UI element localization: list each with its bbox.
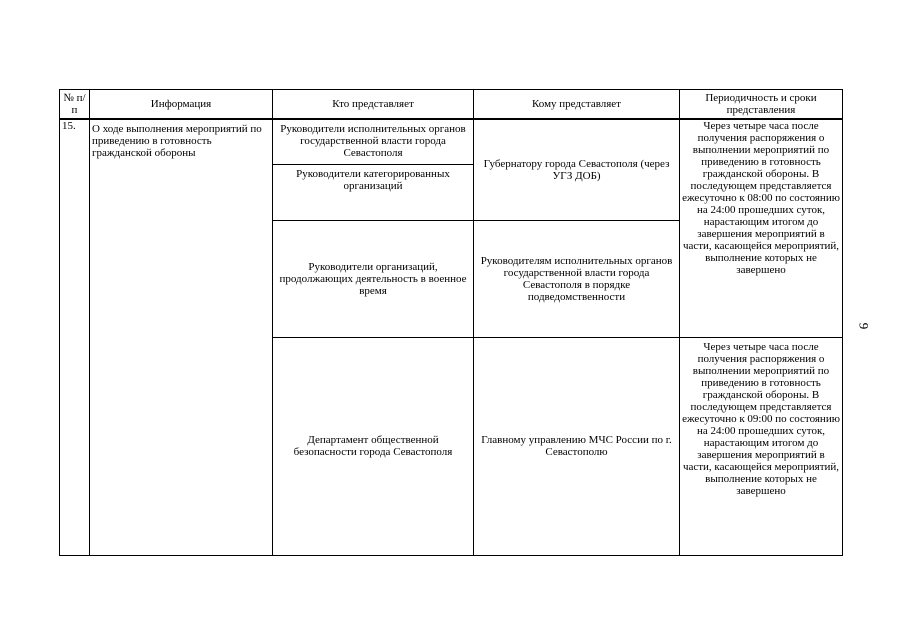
header-periodicity: Периодичность и сроки представления — [680, 90, 843, 120]
period-cell-2: Через четыре часа после получения распоряжения о выполнении мероприятий по приведению в готовность гражданской обороны. В последующем представляется ежесуточно к 09:00 по состоянию на 24:00 прошедших суток, нарастающим итогом до завершения мероприятий в части, касающейся мероприятий, выполнение которых не завершено — [680, 337, 843, 555]
period-cell-1: Через четыре часа после получения распоряжения о выполнении мероприятий по приведению в готовность гражданской обороны. В последующем представляется ежесуточно к 08:00 по состоянию на 24:00 прошедших суток, нарастающим итогом до завершения мероприятий в части, касающейся мероприятий, выполнение которых не завершено — [680, 119, 843, 337]
who-cell-security-department: Департамент общественной безопасности города Севастополя — [273, 337, 474, 555]
who-cell-wartime-orgs: Руководители организаций, продолжающих деятельность в военное время — [273, 220, 474, 337]
page-number: 9 — [856, 322, 872, 330]
to-whom-cell-executive-heads: Руководителям исполнительных органов государственной власти города Севастополя в порядке подведомственности — [474, 220, 680, 337]
to-whom-cell-emercom: Главному управлению МЧС России по г. Севастополю — [474, 337, 680, 555]
header-information: Информация — [90, 90, 273, 120]
table-header-row — [60, 90, 843, 120]
to-whom-cell-governor: Губернатору города Севастополя (через УГЗ ДОБ) — [474, 119, 680, 220]
table-row — [60, 119, 843, 164]
who-cell-executive-bodies: Руководители исполнительных органов государственной власти города Севастополя — [273, 119, 474, 164]
who-cell-categorized-orgs: Руководители категорированных организаций — [273, 164, 474, 220]
header-number: № п/п — [60, 90, 90, 120]
reporting-table — [59, 89, 843, 556]
header-to-whom: Кому представляет — [474, 90, 680, 120]
header-who-submits: Кто представляет — [273, 90, 474, 120]
info-cell: О ходе выполнения мероприятий по приведению в готовность гражданской обороны — [90, 119, 273, 555]
row-number-cell: 15. — [60, 119, 90, 555]
